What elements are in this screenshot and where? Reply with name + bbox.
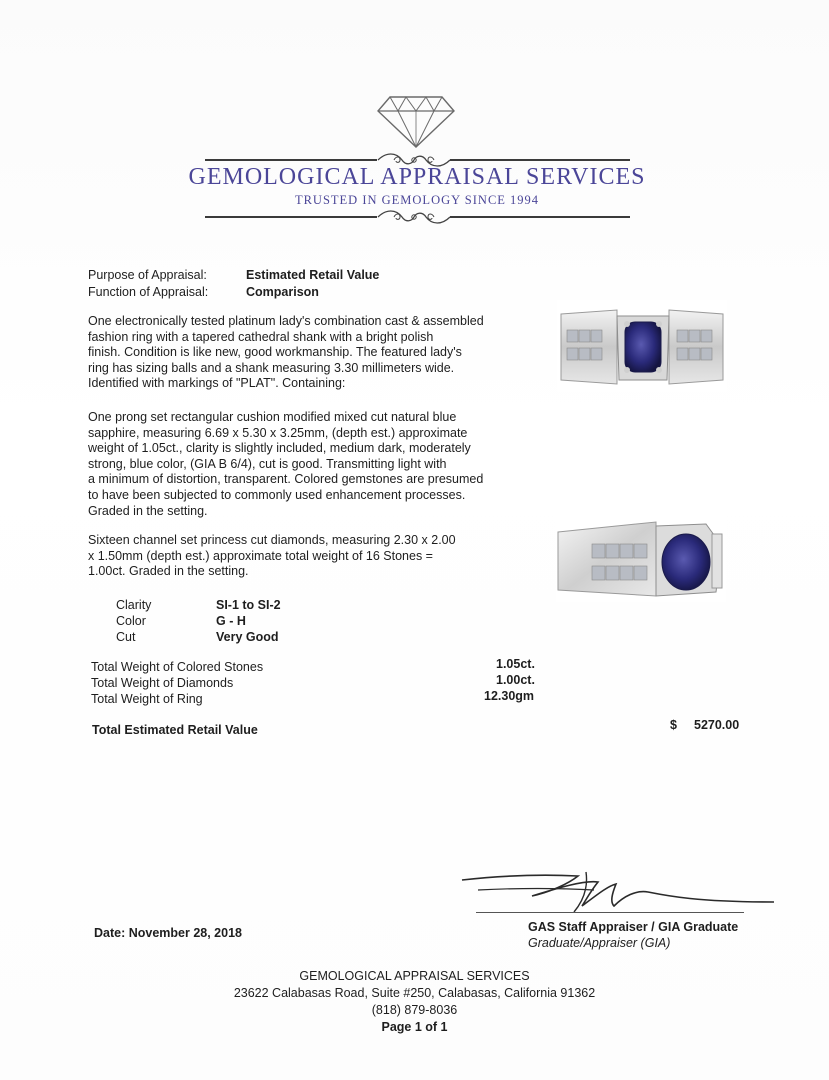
footer-phone: (818) 879-8036 [371,1003,458,1017]
weight-value: 12.30gm [484,689,535,703]
grading-value: G - H [216,614,246,628]
signature-line [476,912,744,913]
purpose-value: Estimated Retail Value [246,268,380,282]
company-tagline: TRUSTED IN GEMOLOGY SINCE 1994 [294,193,540,207]
text-line: Identified with markings of "PLAT". Containing: [88,376,346,391]
appraiser-title: GAS Staff Appraiser / GIA Graduate [528,920,739,934]
appraisal-date: Date: November 28, 2018 [94,926,242,940]
letterhead-rule [205,216,377,218]
grading-value: Very Good [216,630,279,644]
text-line: One prong set rectangular cushion modified mixed cut natural blue [88,410,457,424]
text-line: x 1.50mm (depth est.) approximate total weight of 16 Stones = [88,548,433,563]
text-line: Sixteen channel set princess cut diamonds, measuring 2.30 x 2.00 [88,533,456,547]
company-name: GEMOLOGICAL APPRAISAL SERVICES [188,164,646,190]
weight-label: Total Weight of Colored Stones [91,660,264,674]
sapphire-description-paragraph [88,410,483,519]
letterhead-rule [450,159,630,161]
diamond-description-paragraph [88,533,456,580]
appraiser-signature [458,866,778,916]
grading-label: Cut [116,630,136,644]
grading-value: SI-1 to SI-2 [216,598,281,612]
appraiser-credential: Graduate/Appraiser (GIA) [528,936,671,950]
ring-photo-angle [556,516,726,602]
total-value-amount: 5270.00 [694,718,740,732]
weight-label: Total Weight of Diamonds [91,676,234,690]
function-value: Comparison [246,285,319,299]
letterhead-rule [450,216,630,218]
total-value-label: Total Estimated Retail Value [92,723,258,737]
weight-value: 1.00ct. [496,673,535,687]
text-line: strong, blue color, (GIA B 6/4), cut is good. Transmitting light with [88,456,447,471]
text-line: sapphire, measuring 6.69 x 5.30 x 3.25mm, (depth est.) approximate [88,425,468,440]
footer-address: 23622 Calabasas Road, Suite #250, Calabasas, California 91362 [233,986,596,1000]
ring-description-paragraph [88,314,484,392]
text-line: weight of 1.05ct., clarity is slightly included, medium dark, moderately [88,441,471,456]
text-line: One electronically tested platinum lady's combination cast & assembled [88,314,484,328]
diamond-outline-icon [376,93,456,149]
text-line: a minimum of distortion, transparent. Colored gemstones are presumed [88,472,484,487]
currency-symbol: $ [670,718,677,732]
ring-photo-front [557,300,727,392]
grading-label: Color [116,614,146,628]
letterhead-rule [205,159,377,161]
grading-label: Clarity [116,598,152,612]
text-line: fashion ring with a tapered cathedral shank with a bright polish [88,329,434,344]
page-number: Page 1 of 1 [381,1020,448,1034]
function-label: Function of Appraisal: [88,285,209,299]
footer-company: GEMOLOGICAL APPRAISAL SERVICES [299,969,530,983]
weight-label: Total Weight of Ring [91,692,203,706]
scroll-ornament-icon [376,207,452,227]
text-line: to have been subjected to commonly used enhancement processes. [88,487,466,502]
text-line: ring has sizing balls and a shank measuring 3.30 millimeters wide. [88,360,455,375]
weight-value: 1.05ct. [496,657,535,671]
text-line: Graded in the setting. [88,503,208,518]
text-line: 1.00ct. Graded in the setting. [88,564,249,579]
purpose-label: Purpose of Appraisal: [88,268,207,282]
text-line: finish. Condition is like new, good workmanship. The featured lady's [88,345,462,360]
